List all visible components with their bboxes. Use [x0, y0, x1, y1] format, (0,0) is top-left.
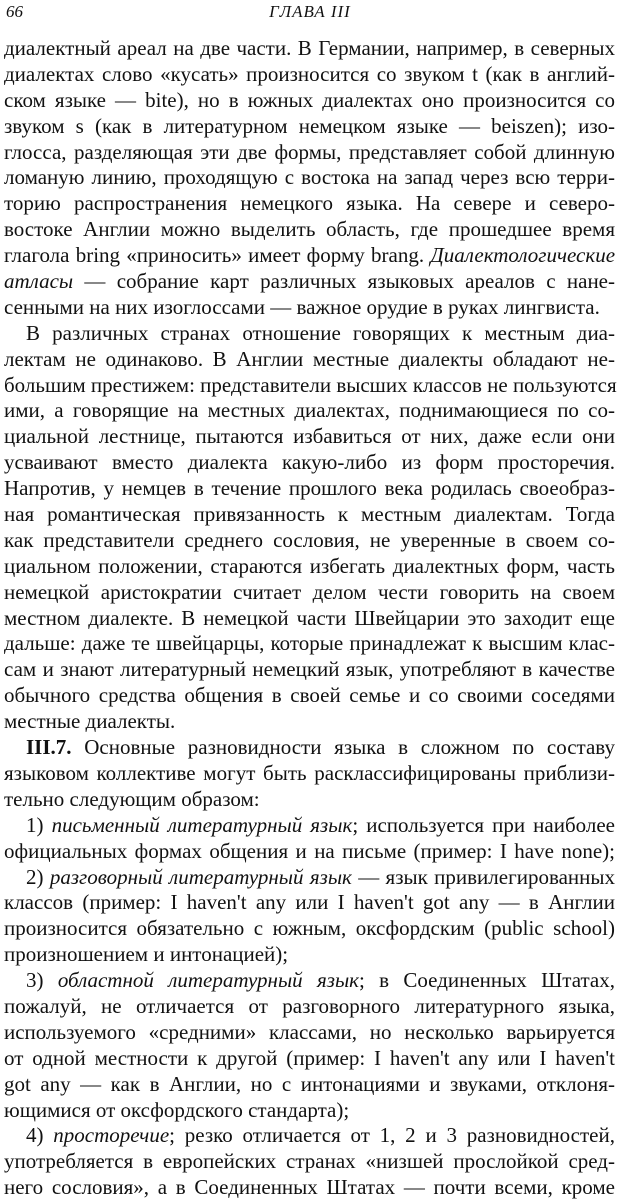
line-text: большим престижем: представители высших классов не пользуются — [4, 372, 617, 397]
text-line — [4, 1175, 615, 1201]
line-text: произносится обязательно с южным, оксфордским (public school) — [4, 916, 615, 941]
text-line — [4, 424, 615, 450]
text-line — [4, 114, 615, 140]
text-line — [4, 528, 615, 554]
line-text: ломаную линию, проходящую с востока на запад через всю терри- — [4, 165, 615, 190]
line-text: используемого «средними» классами, но несколько варьируется — [4, 1019, 615, 1044]
line-text: местные диалекты. — [4, 709, 176, 734]
text-line — [4, 968, 615, 994]
text-line — [4, 657, 615, 683]
text-line — [4, 398, 615, 424]
line-text: обычного средства общения в своей семье и со своими соседями — [4, 683, 615, 708]
text-line — [4, 502, 615, 528]
line-text: — собрание карт различных языковых ареалов с нане- — [73, 269, 615, 294]
line-text: востоке Англии можно выделить область, где прошедшее время — [4, 217, 615, 242]
chapter-title: ГЛАВА III — [269, 2, 351, 21]
text-line — [4, 942, 615, 968]
line-text: дальше: даже те швейцарцы, которые принадлежат к высшим клас- — [4, 631, 615, 656]
italic-term: областной литературный язык — [57, 968, 359, 993]
line-text: ском языке — bite), но в южных диалектах оно произносится со — [4, 87, 615, 112]
line-text: циальной лестнице, пытаются избавиться от них, даже если они — [4, 424, 615, 449]
line-text: лектам не одинаково. В Англии местные диалекты обладают не- — [4, 346, 615, 371]
italic-term: Диалектологические — [430, 243, 616, 268]
text-line — [4, 243, 615, 269]
italic-term: разговорный литературный язык — [49, 864, 352, 889]
text-line — [4, 140, 615, 166]
line-text: — язык привилегированных — [351, 864, 615, 889]
text-line — [4, 1123, 615, 1149]
line-text: местном диалекте. В немецкой части Швейцарии это заходит еще — [4, 605, 615, 630]
text-line — [4, 761, 615, 787]
line-text: произношением и интонацией); — [4, 942, 289, 967]
text-line — [4, 476, 615, 502]
text-line — [4, 606, 615, 632]
text-line — [4, 321, 615, 347]
text-line — [4, 373, 615, 399]
section-number: III.7. — [26, 735, 72, 760]
list-marker: 2) — [26, 864, 50, 889]
text-line — [4, 580, 615, 606]
text-line — [4, 890, 615, 916]
line-text: ; используется при наиболее — [352, 812, 616, 837]
text-line — [4, 295, 615, 321]
body-text — [4, 36, 615, 1201]
line-text: got any — как в Англии, но с интонациями и звуками, отклоня- — [4, 1071, 615, 1096]
line-text: диалектах слово «кусать» произносится со звуком t (как в англий- — [4, 61, 615, 86]
line-text: Основные разновидности языка в сложном по составу — [71, 735, 615, 760]
line-text: языковом коллективе могут быть расклассифицированы приблизи- — [4, 760, 615, 785]
text-line — [4, 1072, 615, 1098]
page-header — [6, 2, 614, 26]
list-marker: 3) — [26, 968, 58, 993]
text-line — [4, 347, 615, 373]
line-text: усваивают вместо диалекта какую-либо из форм просторечия. — [4, 450, 615, 475]
text-line — [4, 709, 615, 735]
text-line — [4, 1149, 615, 1175]
line-text: него сословия», а в Соединенных Штатах — почти всеми, кроме — [4, 1175, 615, 1200]
text-line — [4, 631, 615, 657]
line-text: диалектный ареал на две части. В Германии, например, в северных — [4, 36, 615, 60]
text-line — [4, 88, 615, 114]
line-text: торию распространения немецкого языка. На севере и северо- — [4, 191, 615, 216]
line-text: глосса, разделяющая эти две формы, представляет собой длинную — [4, 139, 615, 164]
line-text: тельно следующим образом: — [4, 786, 260, 811]
line-text: сам и знают литературный немецкий язык, употребляют в качестве — [4, 657, 615, 682]
line-text: от одной местности к другой (пример: I haven't any или I haven't — [4, 1045, 615, 1070]
line-text: Напротив, у немцев в течение прошлого века родилась своеобраз- — [4, 476, 615, 501]
text-line — [4, 787, 615, 813]
text-line — [4, 735, 615, 761]
text-line — [4, 269, 615, 295]
text-line — [4, 839, 615, 865]
line-text: классов (пример: I haven't any или I haven't got any — в Англии — [4, 890, 615, 915]
text-line — [4, 994, 615, 1020]
italic-term: просторечие — [53, 1123, 170, 1148]
text-line — [4, 62, 615, 88]
line-text: ими, а говорящие на местных диалектах, поднимающиеся по со- — [4, 398, 615, 423]
line-text: глагола bring «приносить» имеет форму brang. — [4, 243, 425, 268]
list-marker: 4) — [26, 1123, 54, 1148]
text-line — [4, 1098, 615, 1124]
line-text: как представители среднего сословия, не уверенные в своем со- — [4, 527, 615, 552]
text-line — [4, 916, 615, 942]
list-marker: 1) — [26, 812, 52, 837]
text-line — [4, 683, 615, 709]
text-line — [4, 1046, 615, 1072]
italic-term: атласы — [4, 269, 74, 294]
line-text: В различных странах отношение говорящих к местным диа- — [26, 320, 615, 345]
line-text: циальном положении, стараются избегать диалектных форм, часть — [4, 553, 615, 578]
page-number: 66 — [6, 2, 23, 21]
text-line — [4, 36, 615, 62]
line-text: ; резко отличается от 1, 2 и 3 разновидностей, — [169, 1123, 615, 1148]
text-line — [4, 865, 615, 891]
text-line — [4, 554, 615, 580]
text-line — [4, 191, 615, 217]
line-text: звуком s (как в литературном немецком языке — beiszen); изо- — [4, 113, 615, 138]
line-text: сенными на них изоглоссами — важное орудие в руках лингвиста. — [4, 294, 600, 319]
text-line — [4, 217, 615, 243]
italic-term: письменный литературный язык — [51, 812, 353, 837]
line-text: ная романтическая привязанность к местным диалектам. Тогда — [4, 502, 615, 527]
text-line — [4, 165, 615, 191]
text-line — [4, 1020, 615, 1046]
line-text: употребляется в европейских странах «низшей прослойкой сред- — [4, 1149, 615, 1174]
line-text: официальных формах общения и на письме (пример: I have none); — [4, 838, 615, 863]
text-line — [4, 450, 615, 476]
text-line — [4, 813, 615, 839]
line-text: ; в Соединенных Штатах, — [359, 968, 615, 993]
line-text: пожалуй, не отличается от разговорного литературного языка, — [4, 993, 615, 1018]
line-text: немецкой аристократии считает делом чести говорить на своем — [4, 579, 615, 604]
line-text: ющимися от оксфордского стандарта); — [4, 1097, 350, 1122]
